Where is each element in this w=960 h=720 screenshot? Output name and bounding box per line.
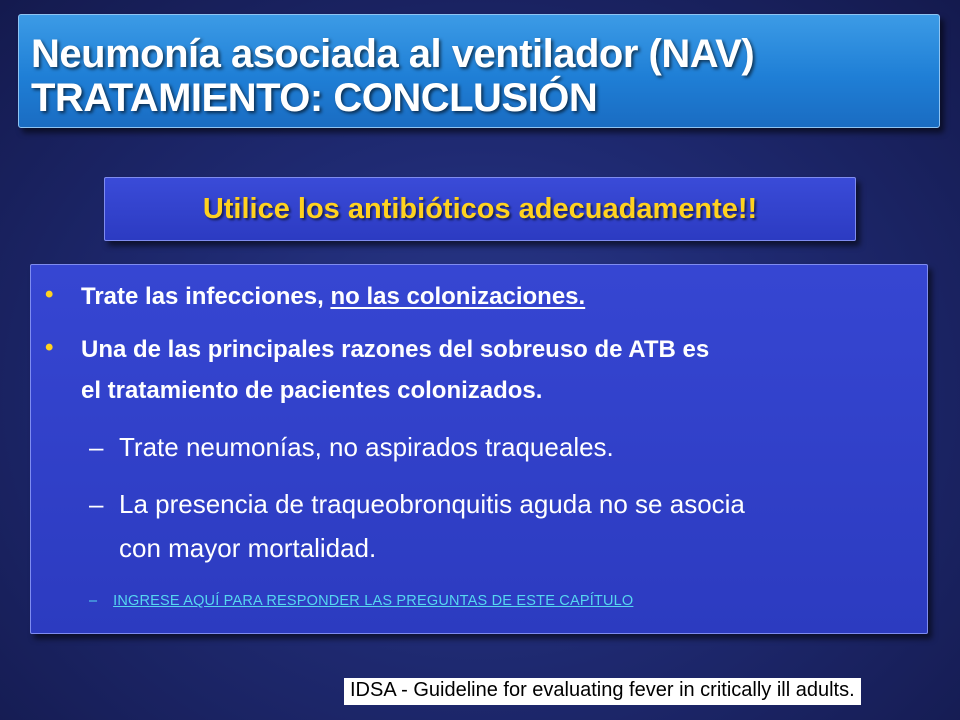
bullet-item-1 — [81, 282, 585, 312]
bullet-marker: • — [45, 334, 54, 361]
dash-marker: – — [89, 593, 98, 609]
content-panel — [30, 264, 928, 634]
title-banner — [18, 14, 940, 128]
sub-item-2-line-2: con mayor mortalidad. — [119, 533, 377, 563]
sub-item-2-line-1: La presencia de traqueobronquitis aguda no se asocia — [119, 489, 745, 519]
footer-citation: IDSA - Guideline for evaluating fever in critically ill adults. — [344, 678, 861, 705]
questions-link[interactable]: INGRESE AQUÍ PARA RESPONDER LAS PREGUNTAS DE ESTE CAPÍTULO — [113, 593, 634, 609]
sub-item-1: Trate neumonías, no aspirados traqueales. — [119, 432, 614, 462]
dash-marker: – — [89, 432, 104, 462]
slide-title-line-1: Neumonía asociada al ventilador (NAV) — [31, 32, 755, 76]
bullet-1-underlined-text: no las colonizaciones. — [330, 283, 586, 310]
bullet-1-text: Trate las infecciones, — [81, 283, 331, 310]
slide-title-line-2: TRATAMIENTO: CONCLUSIÓN — [31, 76, 598, 120]
subtitle-banner — [104, 177, 856, 241]
bullet-marker: • — [45, 281, 54, 308]
dash-marker: – — [89, 489, 104, 519]
link-item — [89, 593, 633, 609]
bullet-item-2-line-2: el tratamiento de pacientes colonizados. — [81, 377, 543, 404]
bullet-item-2-line-1: Una de las principales razones del sobreuso de ATB es — [81, 336, 710, 363]
subtitle-text: Utilice los antibióticos adecuadamente!! — [202, 192, 758, 225]
